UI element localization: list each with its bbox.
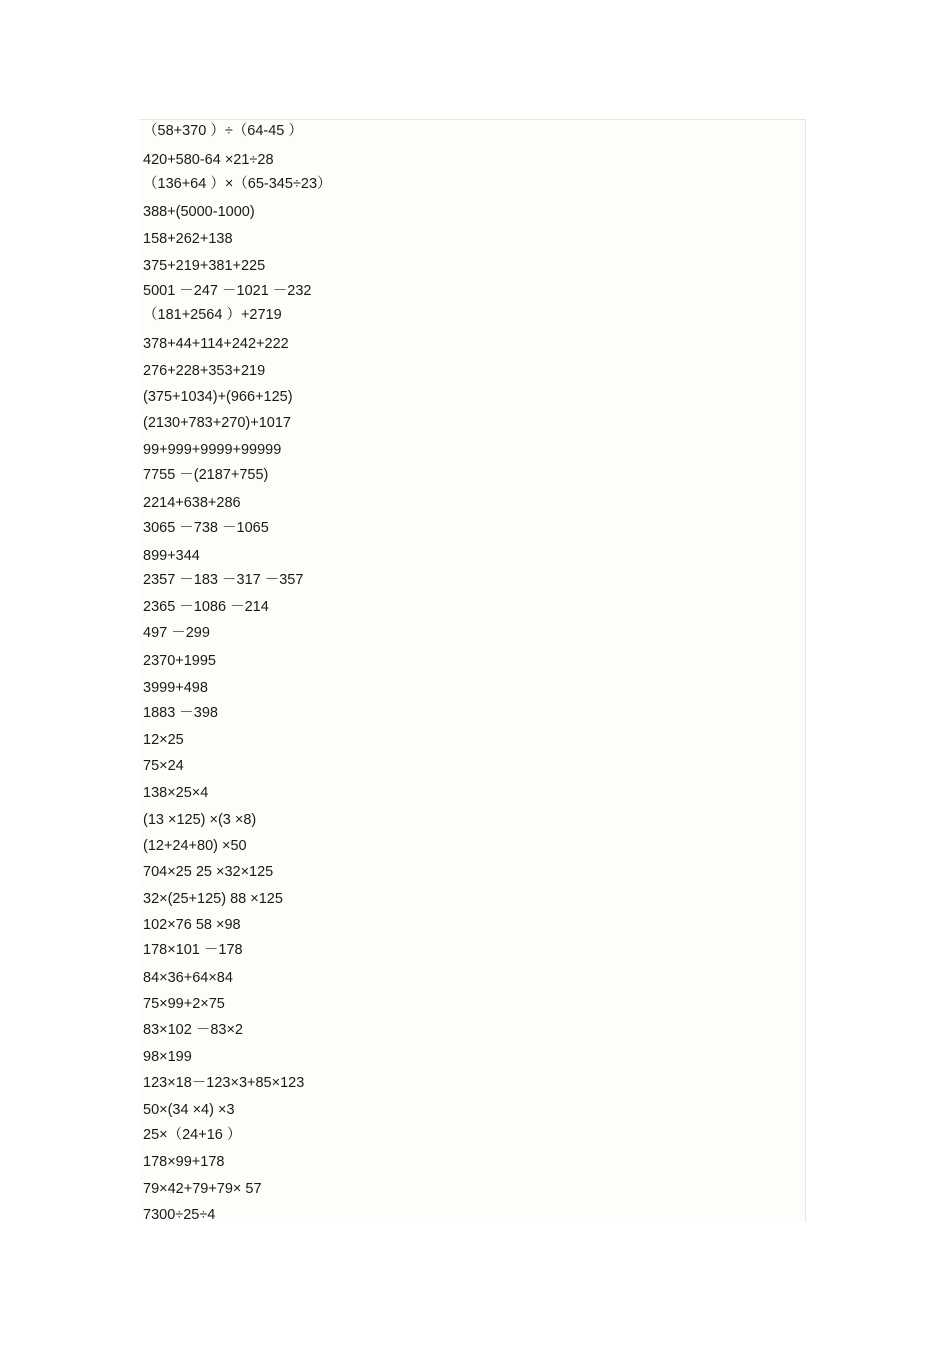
expression-line: 25×（24+16 ） bbox=[143, 1127, 242, 1143]
expression-line: 32×(25+125) 88 ×125 bbox=[143, 891, 283, 907]
expression-line: 276+228+353+219 bbox=[143, 363, 266, 379]
expression-line: 12×25 bbox=[143, 732, 184, 748]
expression-line: （136+64 ）×（65-345÷23） bbox=[143, 176, 332, 192]
expression-line: 98×199 bbox=[143, 1049, 192, 1065]
expression-line: 7755 －(2187+755) bbox=[143, 467, 269, 483]
expression-line: 378+44+114+242+222 bbox=[143, 336, 289, 352]
expression-line: 2365 －1086 －214 bbox=[143, 599, 269, 615]
expression-line: 84×36+64×84 bbox=[143, 970, 233, 986]
expression-line: 3065 －738 －1065 bbox=[143, 520, 269, 536]
expression-line: 420+580-64 ×21÷28 bbox=[143, 152, 274, 168]
expression-line: 102×76 58 ×98 bbox=[143, 917, 241, 933]
expression-line: (375+1034)+(966+125) bbox=[143, 389, 293, 405]
expression-line: 2214+638+286 bbox=[143, 495, 241, 511]
expression-line: 75×24 bbox=[143, 758, 184, 774]
expression-line: 178×99+178 bbox=[143, 1154, 225, 1170]
expression-line: (12+24+80) ×50 bbox=[143, 838, 247, 854]
expression-line: 50×(34 ×4) ×3 bbox=[143, 1102, 235, 1118]
expression-line: 3999+498 bbox=[143, 680, 208, 696]
expression-line: 178×101 －178 bbox=[143, 942, 243, 958]
expression-line: 83×102 －83×2 bbox=[143, 1022, 243, 1038]
expression-line: 138×25×4 bbox=[143, 785, 209, 801]
expression-line: 123×18－123×3+85×123 bbox=[143, 1075, 305, 1091]
expression-line: 7300÷25÷4 bbox=[143, 1207, 216, 1223]
expression-line: 704×25 25 ×32×125 bbox=[143, 864, 274, 880]
expression-line: (13 ×125) ×(3 ×8) bbox=[143, 812, 257, 828]
expression-line: （58+370 ）÷（64-45 ） bbox=[143, 123, 303, 139]
expression-line: 375+219+381+225 bbox=[143, 258, 266, 274]
expression-line: 79×42+79+79× 57 bbox=[143, 1181, 262, 1197]
expression-line: 2357 －183 －317 －357 bbox=[143, 572, 304, 588]
expression-line: 497 －299 bbox=[143, 625, 210, 641]
expression-line: 5001 －247 －1021 －232 bbox=[143, 283, 312, 299]
expression-line: 388+(5000-1000) bbox=[143, 204, 255, 220]
expression-line: （181+2564 ）+2719 bbox=[143, 307, 282, 323]
expression-line: (2130+783+270)+1017 bbox=[143, 415, 291, 431]
expression-line: 75×99+2×75 bbox=[143, 996, 225, 1012]
expression-line: 99+999+9999+99999 bbox=[143, 442, 282, 458]
expression-line: 2370+1995 bbox=[143, 653, 216, 669]
expression-line: 1883 －398 bbox=[143, 705, 218, 721]
expression-line: 899+344 bbox=[143, 548, 200, 564]
expression-line: 158+262+138 bbox=[143, 231, 233, 247]
